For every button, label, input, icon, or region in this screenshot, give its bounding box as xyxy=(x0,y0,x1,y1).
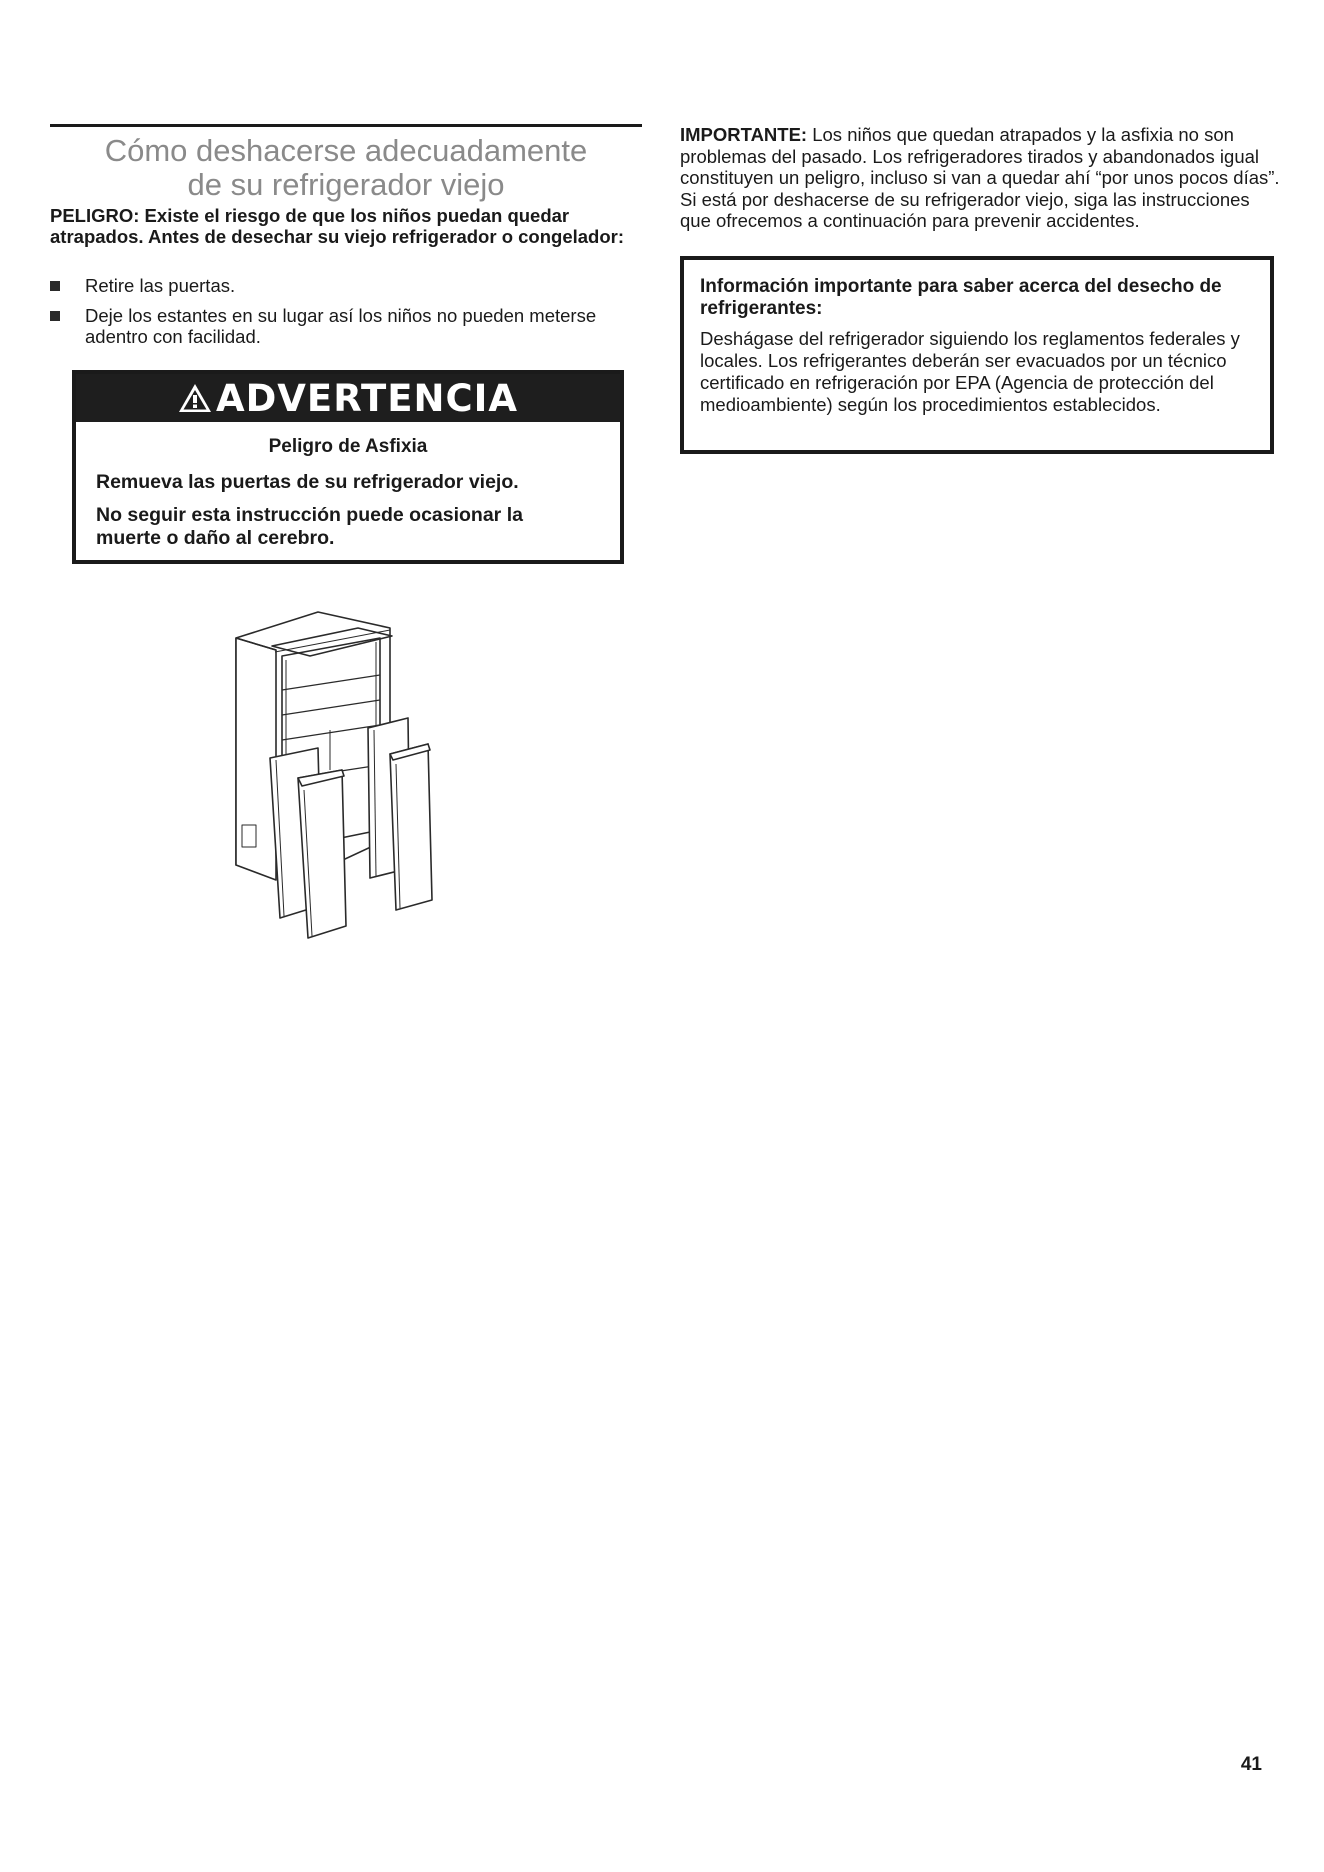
list-item-text: Deje los estantes en su lugar así los niños no pueden meterse adentro con facilidad. xyxy=(85,305,597,347)
square-bullet-icon xyxy=(50,281,60,291)
page-number: 41 xyxy=(1240,1754,1262,1775)
refrigerant-info-box xyxy=(680,256,1274,454)
important-label: IMPORTANTE: xyxy=(680,124,808,145)
info-box-title: Información importante para saber acerca del desecho de refrigerantes: xyxy=(700,276,1222,319)
list-item xyxy=(50,305,650,347)
info-box-body: Deshágase del refrigerador siguiendo los reglamentos federales y locales. Los refrigerantes deberán ser evacuados por un técnico certificado en refrigeración por EPA (Agencia de protección del medioambiente) según los procedimientos establecidos. xyxy=(700,328,1240,415)
refrigerator-illustration xyxy=(230,600,470,945)
warning-triangle-icon xyxy=(178,383,212,413)
warning-line-2: No seguir esta instrucción puede ocasionar la muerte o daño al cerebro. xyxy=(96,504,523,549)
section-title xyxy=(50,134,642,202)
square-bullet-icon xyxy=(50,311,60,321)
section-title-line-2: de su refrigerador viejo xyxy=(187,167,505,202)
warning-header xyxy=(76,374,620,422)
important-text: Los niños que quedan atrapados y la asfixia no son problemas del pasado. Los refrigeradores tirados y abandonados igual constituyen un peligro, incluso si van a quedar ahí “por unos pocos días”. Si está por deshacerse de su refrigerador viejo, siga las instrucciones que ofrecemos a continuación para prevenir accidentes. xyxy=(680,124,1280,231)
section-top-rule xyxy=(50,124,642,127)
warning-line-1: Remueva las puertas de su refrigerador viejo. xyxy=(96,471,519,493)
important-paragraph xyxy=(680,124,1280,232)
warning-box xyxy=(72,370,624,564)
danger-statement: PELIGRO: Existe el riesgo de que los niños puedan quedar atrapados. Antes de desechar su viejo refrigerador o congelador: xyxy=(50,205,625,247)
warning-subtitle: Peligro de Asfixia xyxy=(268,436,428,457)
section-title-line-1: Cómo deshacerse adecuadamente xyxy=(104,133,588,168)
list-item-text: Retire las puertas. xyxy=(85,275,236,296)
list-item xyxy=(50,275,650,296)
warning-header-label: ADVERTENCIA xyxy=(215,376,519,420)
instructions-list xyxy=(50,275,650,356)
